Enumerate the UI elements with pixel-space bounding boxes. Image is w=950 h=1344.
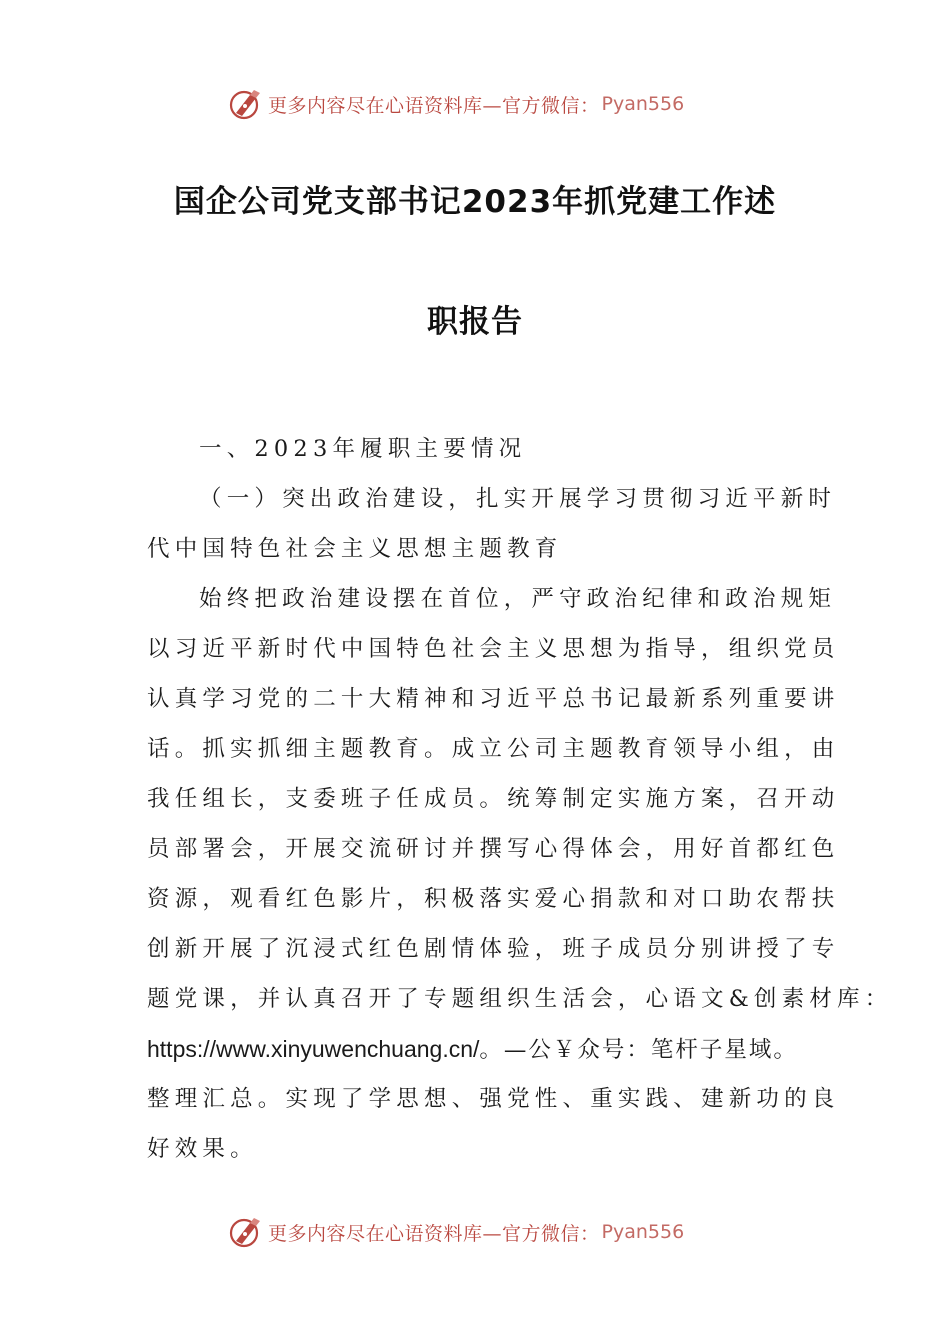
website-url: https://www.xinyuwenchuang.cn/ (147, 1036, 480, 1062)
banner-text: 更多内容尽在心语资料库—官方微信： (268, 94, 600, 117)
paragraph-url-line (147, 1024, 817, 1074)
header-banner (228, 84, 748, 124)
banner-text: 更多内容尽在心语资料库—官方微信： (268, 1222, 600, 1245)
banner-wechat-id: Pyan556 (601, 1221, 685, 1243)
pen-nib-logo-icon (228, 86, 264, 122)
paragraph-line: 始终把政治建设摆在首位，严守政治纪律和政治规矩 (199, 586, 837, 612)
url-suffix: 。—公￥众号：笔杆子星域。 (479, 1037, 798, 1063)
paragraph-line: 题党课，并认真召开了专题组织生活会，心语文&创素材库： (147, 986, 893, 1012)
paragraph-line: 整理汇总。实现了学思想、强党性、重实践、建新功的良 (147, 1086, 840, 1112)
paragraph-line: 认真学习党的二十大精神和习近平总书记最新系列重要讲 (147, 686, 840, 712)
document-body (147, 424, 893, 1174)
paragraph-line: 员部署会，开展交流研讨并撰写心得体会，用好首都红色 (147, 836, 840, 862)
document-title-line-1: 国企公司党支部书记2023年抓党建工作述 (173, 184, 777, 220)
pen-nib-logo-icon (228, 1214, 264, 1250)
section-heading: 一、2023年履职主要情况 (199, 436, 527, 462)
banner-wechat-id: Pyan556 (601, 93, 685, 115)
paragraph-line: 好效果。 (147, 1136, 258, 1162)
document-title-line-2: 职报告 (427, 304, 523, 340)
paragraph-line: 创新开展了沉浸式红色剧情体验，班子成员分别讲授了专 (147, 936, 840, 962)
paragraph-line: 资源，观看红色影片，积极落实爱心捐款和对口助农帮扶 (147, 886, 840, 912)
subsection-heading-line-2: 代中国特色社会主义思想主题教育 (147, 536, 563, 562)
footer-banner (228, 1212, 748, 1252)
paragraph-line: 我任组长，支委班子任成员。统筹制定实施方案，召开动 (147, 786, 840, 812)
subsection-heading-line-1: （一）突出政治建设，扎实开展学习贯彻习近平新时 (199, 486, 837, 512)
paragraph-line: 话。抓实抓细主题教育。成立公司主题教育领导小组，由 (147, 736, 840, 762)
paragraph-line: 以习近平新时代中国特色社会主义思想为指导，组织党员 (147, 636, 840, 662)
